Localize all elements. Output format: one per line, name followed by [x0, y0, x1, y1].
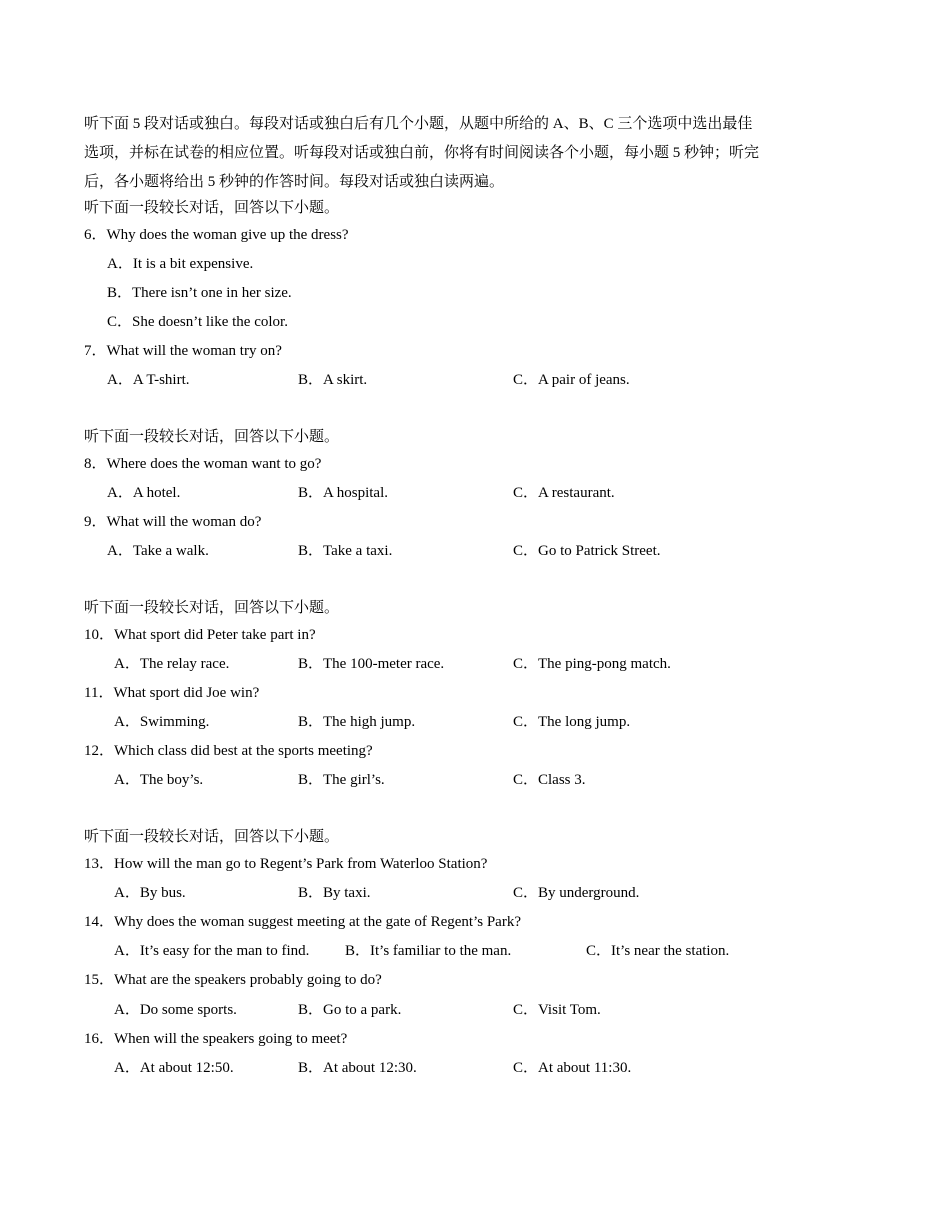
question-stem: 15．What are the speakers probably going to do?	[84, 972, 382, 988]
option-a: A．Do some sports.	[114, 1002, 237, 1018]
option-a: A．It is a bit expensive.	[107, 256, 254, 272]
section-heading: 听下面一段较长对话，回答以下小题。	[84, 429, 340, 445]
option-b: B．The high jump.	[298, 714, 416, 730]
instructions-line: 后，各小题将给出 5 秒钟的作答时间。每段对话或独白读两遍。	[84, 174, 505, 190]
question-stem: 11．What sport did Joe win?	[84, 685, 260, 701]
section-heading: 听下面一段较长对话，回答以下小题。	[84, 200, 340, 216]
option-c: C．A restaurant.	[513, 485, 615, 501]
question-stem: 6．Why does the woman give up the dress?	[84, 227, 349, 243]
option-a: A．It’s easy for the man to find.	[114, 943, 310, 959]
option-a: A．By bus.	[114, 885, 186, 901]
option-b: B．By taxi.	[298, 885, 371, 901]
option-c: C．The long jump.	[513, 714, 631, 730]
option-b: B．A hospital.	[298, 485, 389, 501]
option-b: B．Go to a park.	[298, 1002, 402, 1018]
question-stem: 13．How will the man go to Regent’s Park from Waterloo Station?	[84, 856, 488, 872]
question-stem: 8．Where does the woman want to go?	[84, 456, 322, 472]
option-a: A．A T-shirt.	[107, 372, 190, 388]
option-c: C．Go to Patrick Street.	[513, 543, 661, 559]
section-heading: 听下面一段较长对话，回答以下小题。	[84, 829, 340, 845]
option-c: C．She doesn’t like the color.	[107, 314, 288, 330]
question-stem: 14．Why does the woman suggest meeting at the gate of Regent’s Park?	[84, 914, 521, 930]
instructions-line: 听下面 5 段对话或独白。每段对话或独白后有几个小题，从题中所给的 A、B、C 三个选项中选出最佳	[84, 116, 753, 132]
option-b: B．Take a taxi.	[298, 543, 393, 559]
question-stem: 9．What will the woman do?	[84, 514, 262, 530]
option-a: A．The relay race.	[114, 656, 230, 672]
option-a: A．A hotel.	[107, 485, 181, 501]
question-stem: 16．When will the speakers going to meet?	[84, 1031, 348, 1047]
instructions-line: 选项，并标在试卷的相应位置。听每段对话或独白前，你将有时间阅读各个小题，每小题 5 秒钟；听完	[84, 145, 760, 161]
instructions	[84, 110, 864, 197]
option-b: B．There isn’t one in her size.	[107, 285, 292, 301]
option-a: A．The boy’s.	[114, 772, 204, 788]
option-c: C．The ping-pong match.	[513, 656, 671, 672]
question-stem: 10．What sport did Peter take part in?	[84, 627, 316, 643]
option-b: B．The 100-meter race.	[298, 656, 445, 672]
option-a: A．At about 12:50.	[114, 1060, 234, 1076]
option-b: B．The girl’s.	[298, 772, 385, 788]
option-b: B．A skirt.	[298, 372, 368, 388]
question-stem: 7．What will the woman try on?	[84, 343, 282, 359]
question-stem: 12．Which class did best at the sports meeting?	[84, 743, 373, 759]
option-c: C．By underground.	[513, 885, 640, 901]
option-a: A．Swimming.	[114, 714, 210, 730]
option-c: C．Visit Tom.	[513, 1002, 601, 1018]
option-c: C．Class 3.	[513, 772, 586, 788]
option-c: C．A pair of jeans.	[513, 372, 630, 388]
option-c: C．At about 11:30.	[513, 1060, 632, 1076]
option-a: A．Take a walk.	[107, 543, 209, 559]
option-b: B．It’s familiar to the man.	[345, 943, 512, 959]
option-b: B．At about 12:30.	[298, 1060, 417, 1076]
section-heading: 听下面一段较长对话，回答以下小题。	[84, 600, 340, 616]
option-c: C．It’s near the station.	[586, 943, 730, 959]
